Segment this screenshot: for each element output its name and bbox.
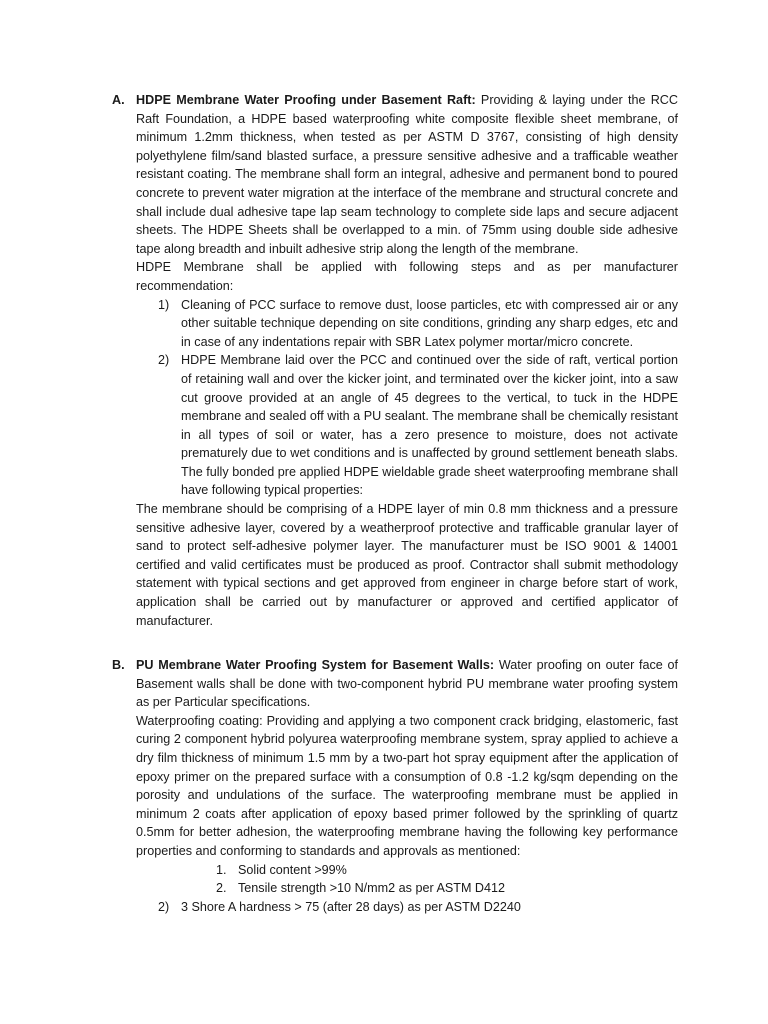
- list-item-text: Cleaning of PCC surface to remove dust, loose particles, etc with compressed air or any other suitable technique depending on site conditions, grinding any sharp edges, etc and in case of any indentations repair with SBR Latex polymer mortar/micro concrete.: [181, 297, 678, 349]
- list-item-text: Tensile strength >10 N/mm2 as per ASTM D412: [238, 881, 506, 896]
- list-item-text: Solid content >99%: [238, 862, 347, 877]
- closing-paragraph: The membrane should be comprising of a HDPE layer of min 0.8 mm thickness and a pressure sensitive adhesive layer, covered by a weatherproof protective and trafficable granular layer of sand to protect self-adhesive polymer layer. The manufacturer must be ISO 9001 & 14001 certified and valid certificates must be produced as proof. Contractor shall submit methodology statement with typical sections and get approved from engineer in charge before start of work, application shall be carried out by manufacturer or approved and certified applicator of manufacturer.: [136, 502, 678, 628]
- steps-intro: HDPE Membrane shall be applied with following steps and as per manufacturer recommendation:: [136, 260, 678, 293]
- list-number: 1): [158, 297, 170, 312]
- section-body: [136, 91, 678, 630]
- list-item-text: 3 Shore A hardness > 75 (after 28 days) as per ASTM D2240: [181, 899, 521, 914]
- list-item-text: HDPE Membrane laid over the PCC and continued over the side of raft, vertical portion of retaining wall and over the kicker joint, and terminated over the kicker joint, into a saw cut groove provided at an angle of 45 degrees to the vertical, to tuck in the HDPE membrane and sealed off with a PU sealant. The membrane shall be chemically resistant in all types of soil or water, has a zero presence to moisture, does not activate prematurely due to wet conditions and is unaffected by ground settlement beneath slabs. The fully bonded pre applied HDPE wieldable grade sheet waterproofing membrane shall have following typical properties:: [181, 353, 678, 498]
- steps-list: [136, 296, 678, 501]
- section-marker: B.: [112, 658, 125, 672]
- list-number: 2.: [216, 881, 227, 896]
- list-number: 2): [158, 353, 170, 368]
- coating-paragraph: Waterproofing coating: Providing and applying a two component crack bridging, elastomeric, fast curing 2 component hybrid polyurea waterproofing membrane system, spray applied to achieve a dry film thickness of minimum 1.5 mm by a two-part hot spray equipment after the application of epoxy primer on the prepared surface with a consumption of 0.8 -1.2 kg/sqm depending on the porosity and undulations of the surface. The waterproofing membrane must be applied in minimum 2 coats after application of epoxy based primer followed by the sprinkling of quartz 0.5mm for better adhesion, the waterproofing membrane having the following key performance properties and conforming to standards and approvals as mentioned:: [136, 713, 678, 858]
- properties-list: [136, 861, 678, 898]
- section-body: [136, 656, 678, 916]
- section-heading: PU Membrane Water Proofing System for Basement Walls:: [136, 658, 495, 672]
- list-number: 2): [158, 899, 170, 914]
- section-heading: HDPE Membrane Water Proofing under Basement Raft:: [136, 93, 476, 107]
- list-item: [216, 879, 678, 898]
- section-intro-paragraph: [136, 91, 678, 258]
- intro-text: Providing & laying under the RCC Raft Foundation, a HDPE based waterproofing white composite flexible sheet membrane, of minimum 1.2mm thickness, when tested as per ASTM D 3767, consisting of high density polyethylene film/sand blasted surface, a pressure sensitive adhesive and a trafficable weather resistant coating. The membrane shall form an integral, adhesive and permanent bond to poured concrete to prevent water migration at the interface of the membrane and structural concrete and shall include dual adhesive tape lap seam technology to complete side laps and secure adjacent sheets. The HDPE Sheets shall be overlapped to a min. of 75mm using double side adhesive tape along breadth and inbuilt adhesive strip along the length of the membrane.: [136, 93, 679, 256]
- section-intro-paragraph: [136, 656, 678, 712]
- intro-text: Water proofing on outer face of Basement walls shall be done with two-component hybrid PU membrane water proofing system as per Particular specifications.: [136, 658, 679, 710]
- list-item: [136, 898, 678, 917]
- list-number: 1.: [216, 862, 227, 877]
- list-item: [136, 351, 678, 500]
- list-item: [136, 296, 678, 352]
- list-item: [216, 861, 678, 880]
- section-marker: A.: [112, 93, 125, 107]
